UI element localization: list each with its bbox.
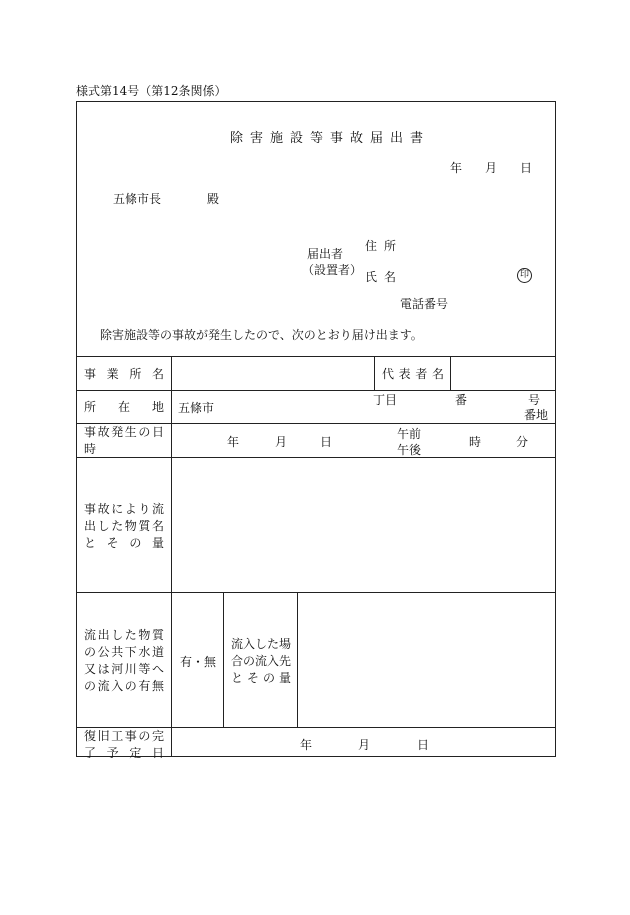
business-name-label: 事業所名 [84,367,164,381]
outflow-field[interactable] [172,458,555,591]
location-go: 号 [528,393,541,407]
accident-month: 月 [275,435,288,449]
addressee-honorific: 殿 [207,192,220,206]
accident-minute: 分 [516,435,529,449]
sewer-inflow-label: 流出した物質の公共下水道又は河川等への流入の有無 [84,628,164,693]
outflow-label: 事故により流出した物質名とその量 [84,502,164,550]
form-number: 様式第14号（第12条関係） [76,84,227,98]
yes-no-choice[interactable]: 有・無 [180,655,217,669]
inflow-destination-label: 流入した場合の流入先とその量 [231,637,292,685]
accident-datetime-label: 事故発生の日時 [84,425,164,456]
location-banchi: 番地 [524,408,549,422]
accident-am: 午前 [397,427,422,441]
date-month: 月 [485,161,498,175]
name-label: 氏名 [365,270,404,284]
completion-year: 年 [300,738,313,752]
accident-hour: 時 [469,435,482,449]
form-title: 除害施設等事故届出書 [230,131,431,146]
completion-month: 月 [358,738,371,752]
completion-day: 日 [417,738,430,752]
business-name-field[interactable] [172,357,374,390]
seal-mark: 印 [517,268,532,283]
completion-date-label: 復旧工事の完了予定日 [84,729,164,760]
location-city: 五條市 [178,401,215,415]
phone-label: 電話番号 [400,297,449,311]
notifier-label-sub: （設置者） [302,263,363,277]
address-label: 住所 [365,239,404,253]
representative-label: 代表者名 [382,367,444,381]
statement-text: 除害施設等の事故が発生したので、次のとおり届け出ます。 [100,328,423,342]
accident-day: 日 [320,435,333,449]
date-year: 年 [450,161,463,175]
addressee-name: 五條市長 [113,192,162,206]
date-day: 日 [520,161,533,175]
divider-row1 [76,390,556,391]
divider-rep-left [374,356,375,390]
location-chome: 丁目 [373,393,398,407]
accident-year: 年 [227,435,240,449]
inflow-destination-field[interactable] [298,593,555,726]
notifier-label: 届出者 [307,247,344,261]
representative-field[interactable] [451,357,555,390]
location-label: 所在地 [84,400,164,414]
location-ban: 番 [455,393,468,407]
divider-yesno [223,592,224,727]
accident-pm: 午後 [397,443,422,457]
